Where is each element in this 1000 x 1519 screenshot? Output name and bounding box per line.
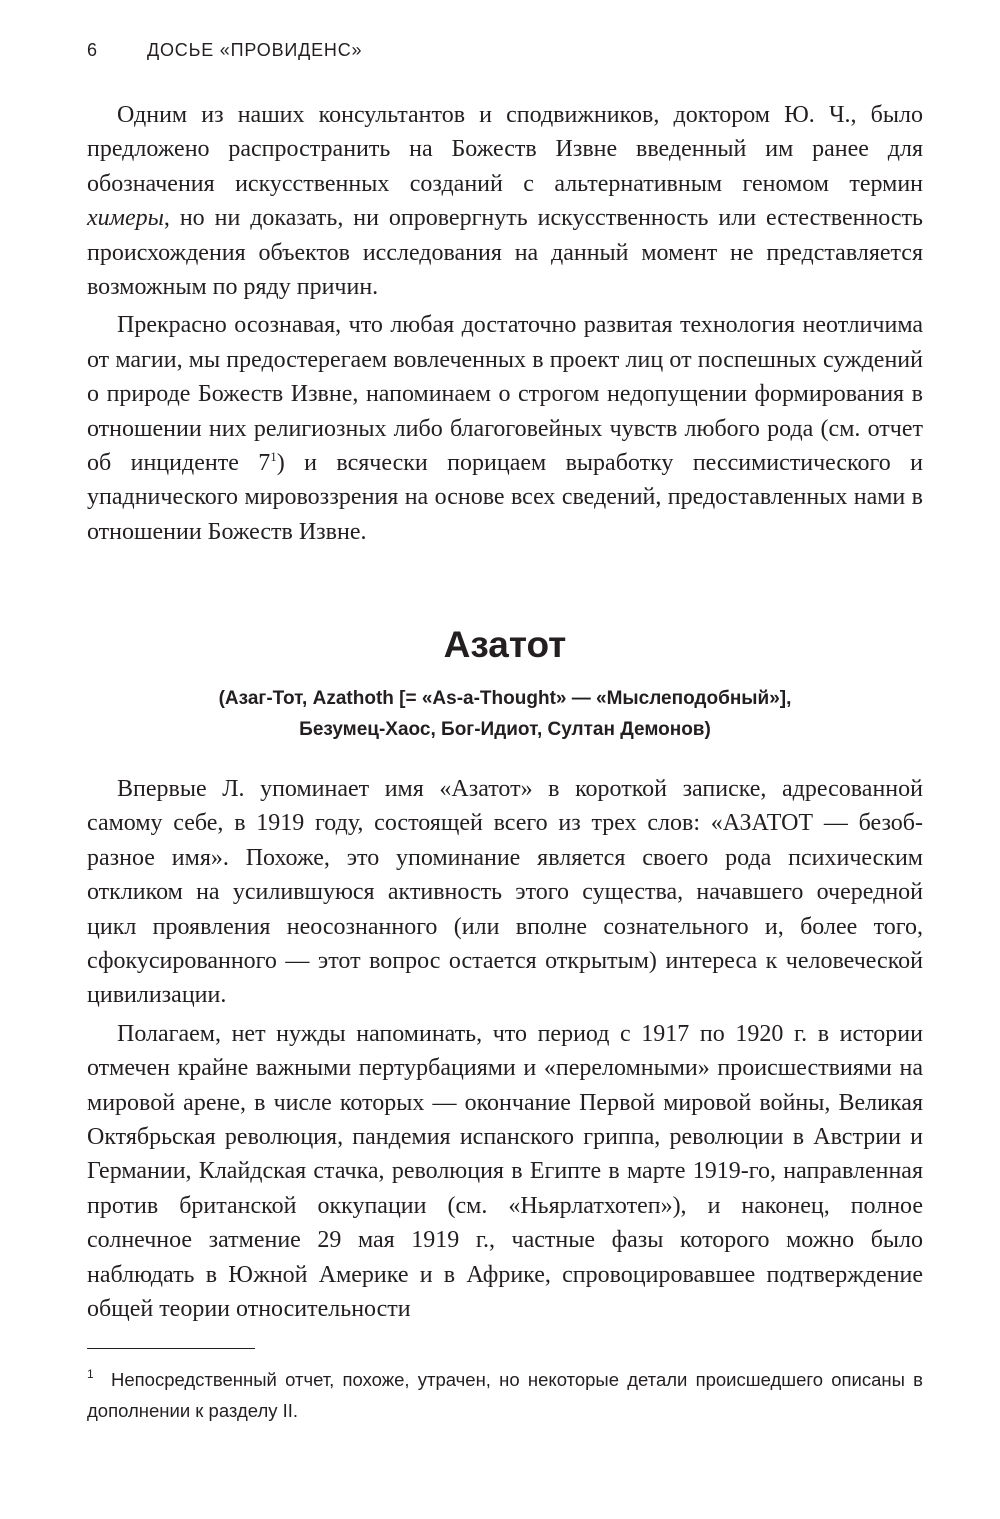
intro-text bbox=[87, 98, 923, 549]
footnote-text: Непосредственный отчет, похоже, утрачен, но некоторые детали происшедшего описаны в дополнении к разделу II. bbox=[87, 1369, 923, 1421]
page-number: 6 bbox=[87, 40, 98, 60]
subtitle-line-2: Безумец-Хаос, Бог-Идиот, Султан Демонов) bbox=[299, 719, 711, 740]
section-title: Азатот bbox=[443, 624, 567, 665]
section-subtitle bbox=[87, 683, 923, 745]
term-chimeras: химеры bbox=[87, 205, 164, 232]
footnote-divider bbox=[87, 1348, 255, 1349]
section-body bbox=[87, 772, 923, 1327]
paragraph-1 bbox=[87, 98, 923, 304]
paragraph-3: Впервые Л. упоминает имя «Азатот» в короткой записке, адресованной самому себе, в 1919 году, состоящей всего из трех слов: «АЗАТОТ — безобразное имя». Похоже, это упоминание является своего рода психическим откликом на усилившуюся активность этого существа, начавшего очередной цикл проявления неосознанного (или вполне сознательного и, более того, сфокусированного — этот вопрос остается открытым) интереса к человеческой цивилизации. bbox=[87, 776, 923, 1009]
paragraph-1-part-b: , но ни доказать, ни опровергнуть искусственность или естественность происхождения объектов исследования на данный момент не представляется возможным по ряду причин. bbox=[87, 205, 923, 301]
paragraph-2 bbox=[87, 308, 923, 549]
footnote: 1 Непосредственный отчет, похоже, утрачен, но некоторые детали происшедшего описаны в дополнении к разделу II. bbox=[87, 1367, 923, 1421]
paragraph-4: Полагаем, нет нужды напоминать, что период с 1917 по 1920 г. в истории отмечен крайне важными пертурбациями и «переломными» происшествиями на мировой арене, в числе которых — окончание Первой мировой войны, Великая Октябрьская революция, пандемия испанского гриппа, революции в Австрии и Германии, Клайдская стачка, революция в Египте в марте 1919-го, направленная против британской оккупации (см. «Ньярлатхотеп»), и наконец, полное солнечное затмение 29 мая 1919 г., частные фазы которого можно было наблюдать в Южной Америке и в Африке, спровоцировавшее подтверждение общей теории относительности bbox=[87, 1020, 923, 1323]
paragraph-2-part-a: Прекрасно осознавая, что любая достаточно развитая технология неотличима от магии, мы предостерегаем вовлеченных в проект лиц от поспешных суждений о природе Божеств Извне, напоминаем о строгом недопущении формирования в отношении них религиозных либо благоговейных чувств любого рода (см. отчет об инциденте 7 bbox=[87, 312, 923, 477]
footnote-reference: 1 bbox=[270, 449, 277, 465]
paragraph-2-part-b: ) и всячески порицаем выработку пессимистического и упаднического мировоззрения на основе всех сведений, предоставленных нами в отношении Божеств Извне. bbox=[87, 450, 923, 545]
paragraph-1-part-a: Одним из наших консультантов и сподвижников, доктором Ю. Ч., было предложено распространить на Божеств Извне введенный им ранее для обозначения искусственных созданий с альтернативным геномом термин bbox=[87, 102, 923, 197]
subtitle-line-1: (Азаг-Тот, Azathoth [= «As-a-Thought» — «Мыслеподобный»], bbox=[218, 688, 792, 709]
running-title: ДОСЬЕ «ПРОВИДЕНС» bbox=[147, 40, 363, 60]
running-head bbox=[87, 40, 927, 61]
